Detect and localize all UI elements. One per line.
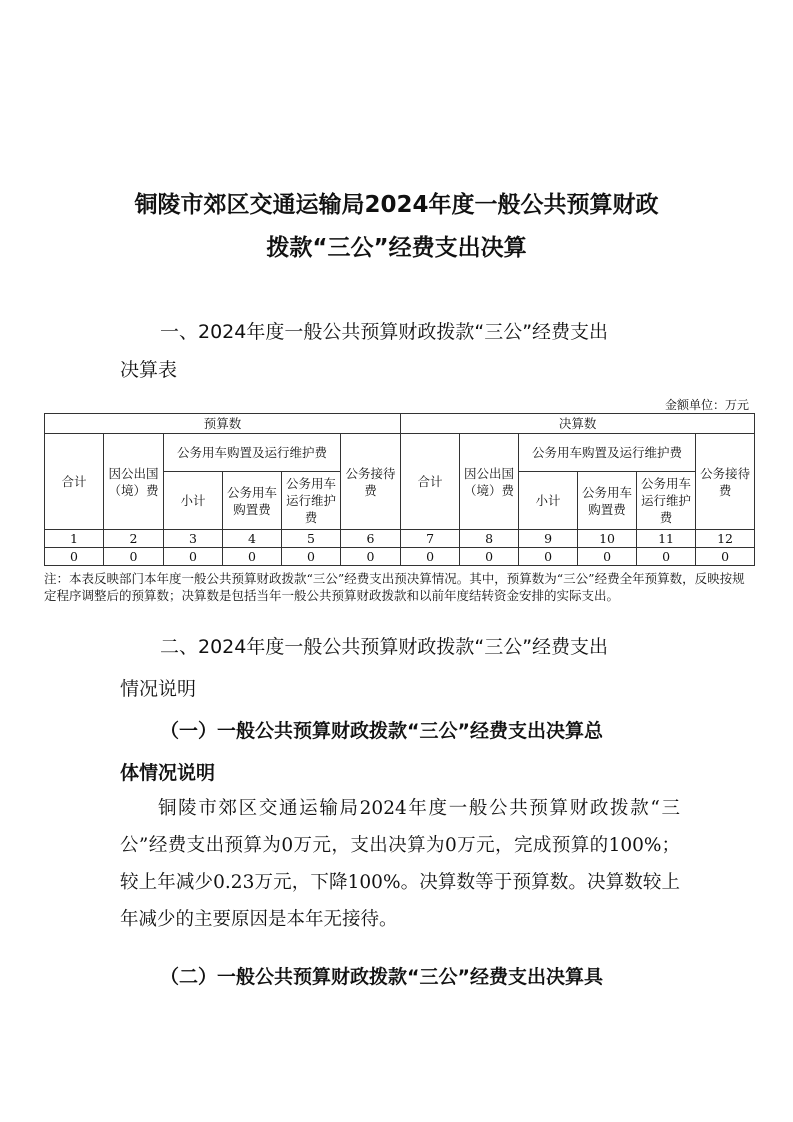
index-cell: 4 (223, 530, 282, 548)
header-final-vehicle-purchase: 公务用车购置费 (578, 472, 637, 530)
header-final-vehicle-operation: 公务用车运行维护费 (637, 472, 696, 530)
index-cell: 2 (104, 530, 164, 548)
index-cell: 5 (282, 530, 341, 548)
value-cell: 0 (696, 548, 755, 566)
header-final-subtotal: 小计 (519, 472, 578, 530)
index-cell: 7 (401, 530, 460, 548)
index-cell: 6 (341, 530, 401, 548)
value-cell: 0 (519, 548, 578, 566)
subsection2-heading-line1: （二）一般公共预算财政拨款“三公”经费支出决算具 (160, 966, 603, 988)
value-cell: 0 (401, 548, 460, 566)
value-cell: 0 (637, 548, 696, 566)
header-budget-reception: 公务接待费 (341, 434, 401, 530)
value-cell: 0 (460, 548, 519, 566)
value-cell: 0 (341, 548, 401, 566)
three-public-expenses-table (44, 413, 755, 566)
section2-heading-line2: 情况说明 (120, 678, 197, 700)
header-budget-vehicle-group: 公务用车购置及运行维护费 (164, 434, 341, 472)
summary-paragraph: 铜陵市郊区交通运输局2024年度一般公共预算财政拨款“三公”经费支出预算为0万元，支出决算为0万元，完成预算的100%；较上年减少0.23万元，下降100%。决算数等于预算数。决算数较上年减少的主要原因是本年无接待。 (120, 798, 680, 930)
index-cell: 12 (696, 530, 755, 548)
table-index-row (45, 530, 755, 548)
value-cell: 0 (223, 548, 282, 566)
index-cell: 11 (637, 530, 696, 548)
subsection1-heading-line2: 体情况说明 (120, 762, 216, 784)
index-cell: 1 (45, 530, 104, 548)
index-cell: 9 (519, 530, 578, 548)
header-final-total: 合计 (401, 434, 460, 530)
header-final-vehicle-group: 公务用车购置及运行维护费 (519, 434, 696, 472)
section1-heading-line2: 决算表 (120, 359, 178, 381)
header-final-group: 决算数 (401, 414, 755, 434)
header-budget-subtotal: 小计 (164, 472, 223, 530)
header-final-abroad: 因公出国（境）费 (460, 434, 519, 530)
header-budget-abroad: 因公出国（境）费 (104, 434, 164, 530)
value-cell: 0 (164, 548, 223, 566)
table-value-row (45, 548, 755, 566)
header-final-reception: 公务接待费 (696, 434, 755, 530)
index-cell: 10 (578, 530, 637, 548)
section2-heading-line1: 二、2024年度一般公共预算财政拨款“三公”经费支出 (160, 636, 609, 658)
table-note: 注：本表反映部门本年度一般公共预算财政拨款“三公”经费支出预决算情况。其中，预算数为“三公”经费全年预算数，反映按规定程序调整后的预算数；决算数是包括当年一般公共预算财政拨款和以前年度结转资金安排的实际支出。 (44, 571, 745, 603)
value-cell: 0 (45, 548, 104, 566)
unit-label: 金额单位：万元 (664, 398, 749, 412)
header-budget-total: 合计 (45, 434, 104, 530)
index-cell: 8 (460, 530, 519, 548)
header-budget-vehicle-purchase: 公务用车购置费 (223, 472, 282, 530)
document-title-line1: 铜陵市郊区交通运输局2024年度一般公共预算财政 (134, 192, 659, 218)
section1-heading-line1: 一、2024年度一般公共预算财政拨款“三公”经费支出 (160, 321, 609, 343)
header-budget-vehicle-operation: 公务用车运行维护费 (282, 472, 341, 530)
document-title-line2: 拨款“三公”经费支出决算 (266, 235, 527, 261)
value-cell: 0 (578, 548, 637, 566)
value-cell: 0 (104, 548, 164, 566)
subsection1-heading-line1: （一）一般公共预算财政拨款“三公”经费支出决算总 (160, 720, 603, 742)
header-budget-group: 预算数 (45, 414, 401, 434)
value-cell: 0 (282, 548, 341, 566)
index-cell: 3 (164, 530, 223, 548)
